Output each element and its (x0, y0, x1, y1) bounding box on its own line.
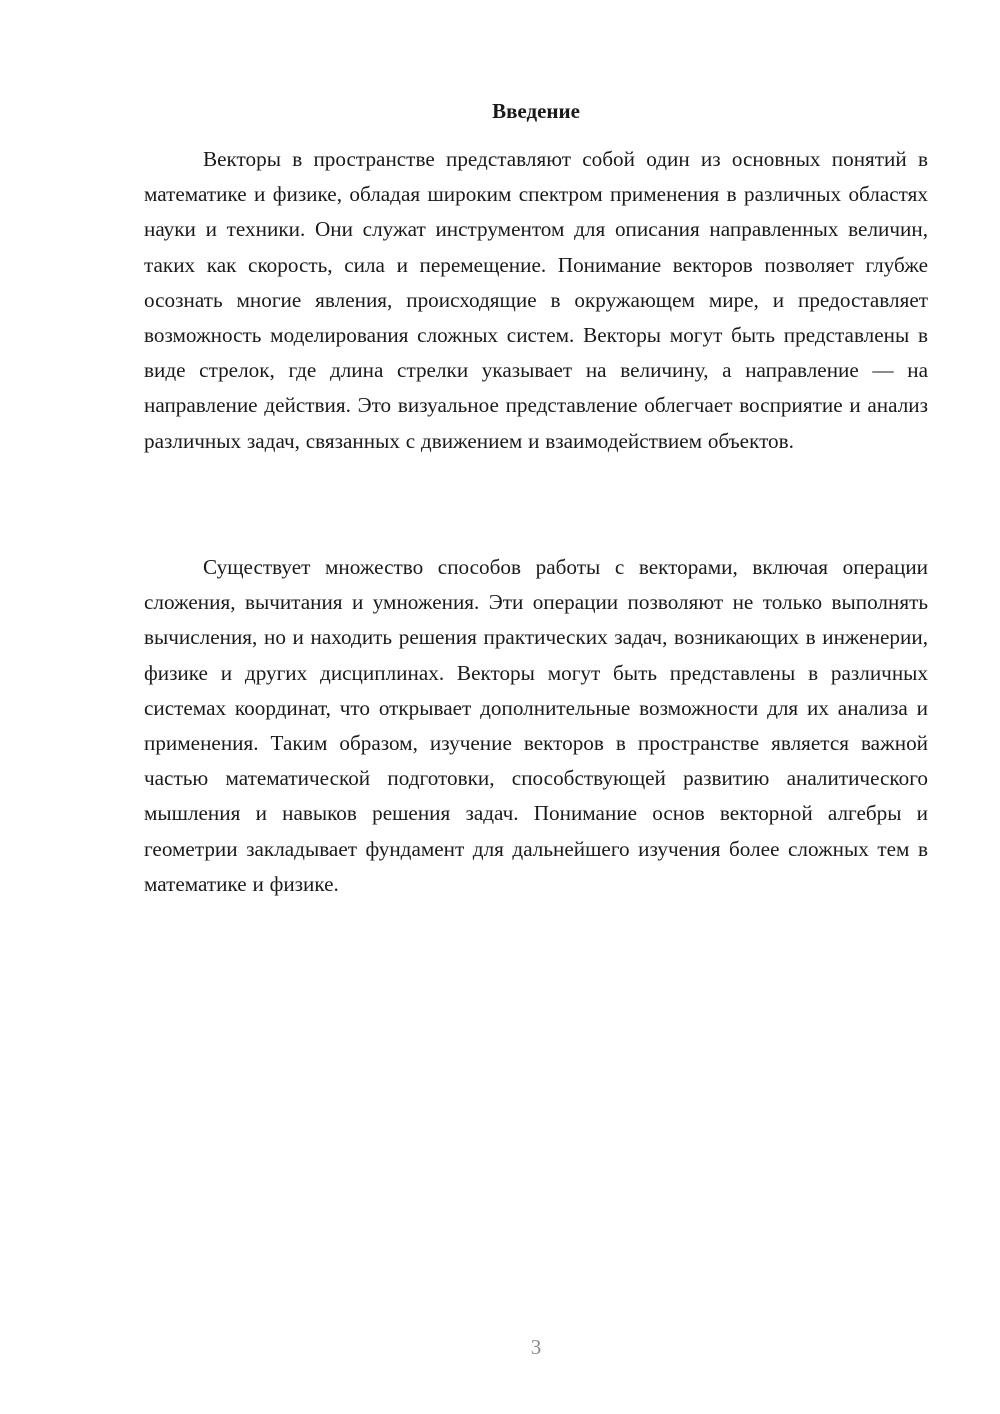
paragraph-1: Векторы в пространстве представляют собой один из основных понятий в математике и физике, обладая широким спектром применения в различных областях науки и техники. Они служат инструментом для описания направленных величин, таких как скорость, сила и перемещение. Понимание векторов позволяет глубже осознать многие явления, происходящие в окружающем мире, и предоставляет возможность моделирования сложных систем. Векторы могут быть представлены в виде стрелок, где длина стрелки указывает на величину, а направление — на направление действия. Это визуальное представление облегчает восприятие и анализ различных задач, связанных с движением и взаимодействием объектов. (144, 147, 928, 453)
page-number: 3 (530, 1335, 542, 1359)
heading-container (144, 96, 928, 126)
section-heading: Введение (492, 99, 580, 123)
paragraph-2: Существует множество способов работы с векторами, включая операции сложения, вычитания и умножения. Эти операции позволяют не только выполнять вычисления, но и находить решения практических задач, возникающих в инженерии, физике и других дисциплинах. Векторы могут быть представлены в различных системах координат, что открывает дополнительные возможности для их анализа и применения. Таким образом, изучение векторов в пространстве является важной частью математической подготовки, способствующей развитию аналитического мышления и навыков решения задач. Понимание основ векторной алгебры и геометрии закладывает фундамент для дальнейшего изучения более сложных тем в математике и физике. (144, 555, 928, 896)
